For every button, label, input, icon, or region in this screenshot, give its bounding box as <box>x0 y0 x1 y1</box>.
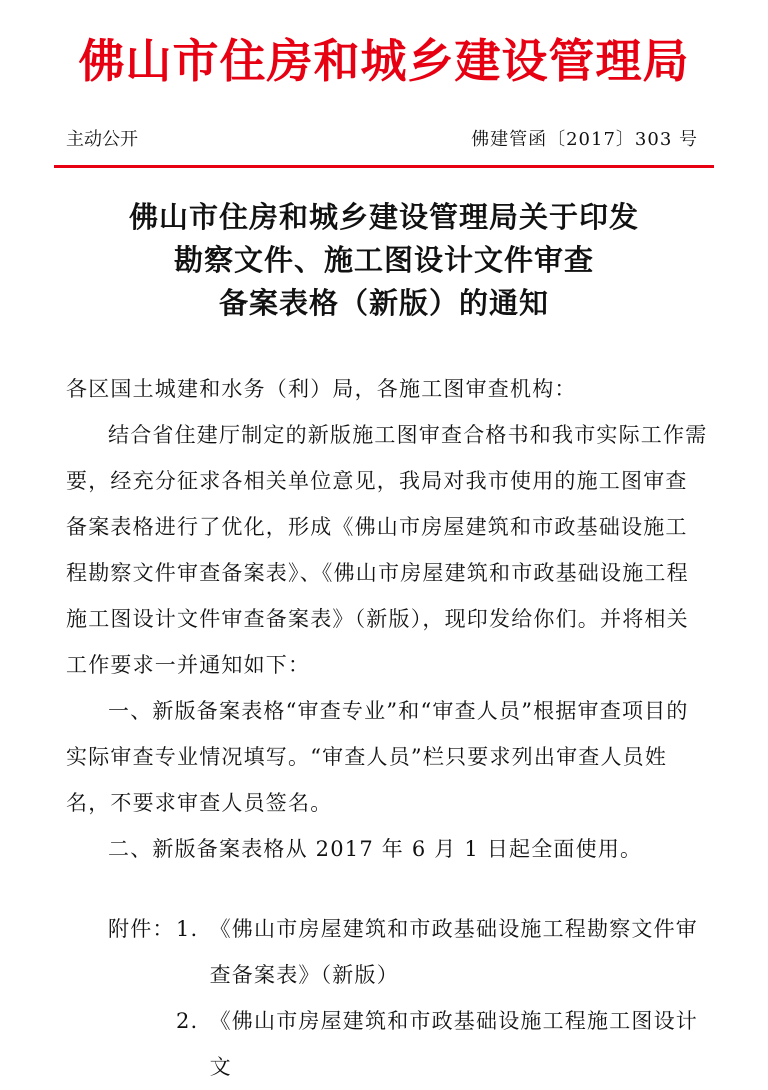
title-line: 备案表格（新版）的通知 <box>218 286 549 320</box>
red-divider-line <box>54 165 714 168</box>
attachments-label: 附件： <box>108 917 175 941</box>
requirement-item-2: 二、新版备案表格从 2017 年 6 月 1 日起全面使用。 <box>108 837 643 861</box>
disclosure-label: 主动公开 <box>66 129 138 150</box>
attachment-number: 2. <box>176 1009 199 1033</box>
salutation: 各区国土城建和水务（利）局，各施工图审查机构： <box>66 377 577 401</box>
attachment-item <box>176 906 708 998</box>
requirement-item-1: 一、新版备案表格“审查专业”和“审查人员”根据审查项目的实际审查专业情况填写。“审查人员”栏只要求列出审查人员姓名，不要求审查人员签名。 <box>66 699 689 815</box>
spacer <box>66 872 708 906</box>
intro-paragraph: 结合省住建厅制定的新版施工图审查合格书和我市实际工作需要，经充分征求各相关单位意见，我局对我市使用的施工图审查备案表格进行了优化，形成《佛山市房屋建筑和市政基础设施工程勘察文件审查备案表》、《佛山市房屋建筑和市政基础设施工程施工图设计文件审查备案表》（新版），现印发给你们。并将相关工作要求一并通知如下： <box>66 423 708 677</box>
title-line: 佛山市住房和城乡建设管理局关于印发 <box>128 200 639 234</box>
attachment-text: 《佛山市房屋建筑和市政基础设施工程施工图设计文 <box>209 1009 698 1079</box>
document-title <box>0 196 768 325</box>
document-body <box>66 366 708 1090</box>
title-line: 勘察文件、施工图设计文件审查 <box>173 243 594 277</box>
attachment-text: 《佛山市房屋建筑和市政基础设施工程勘察文件审查备案表》（新版） <box>209 917 698 987</box>
attachment-number: 1. <box>176 917 199 941</box>
attachments-block <box>66 906 708 1090</box>
attachment-item <box>176 998 708 1090</box>
document-number: 佛建管函〔2017〕303 号 <box>471 129 698 150</box>
masthead-org-name: 佛山市住房和城乡建设管理局 <box>78 34 690 88</box>
